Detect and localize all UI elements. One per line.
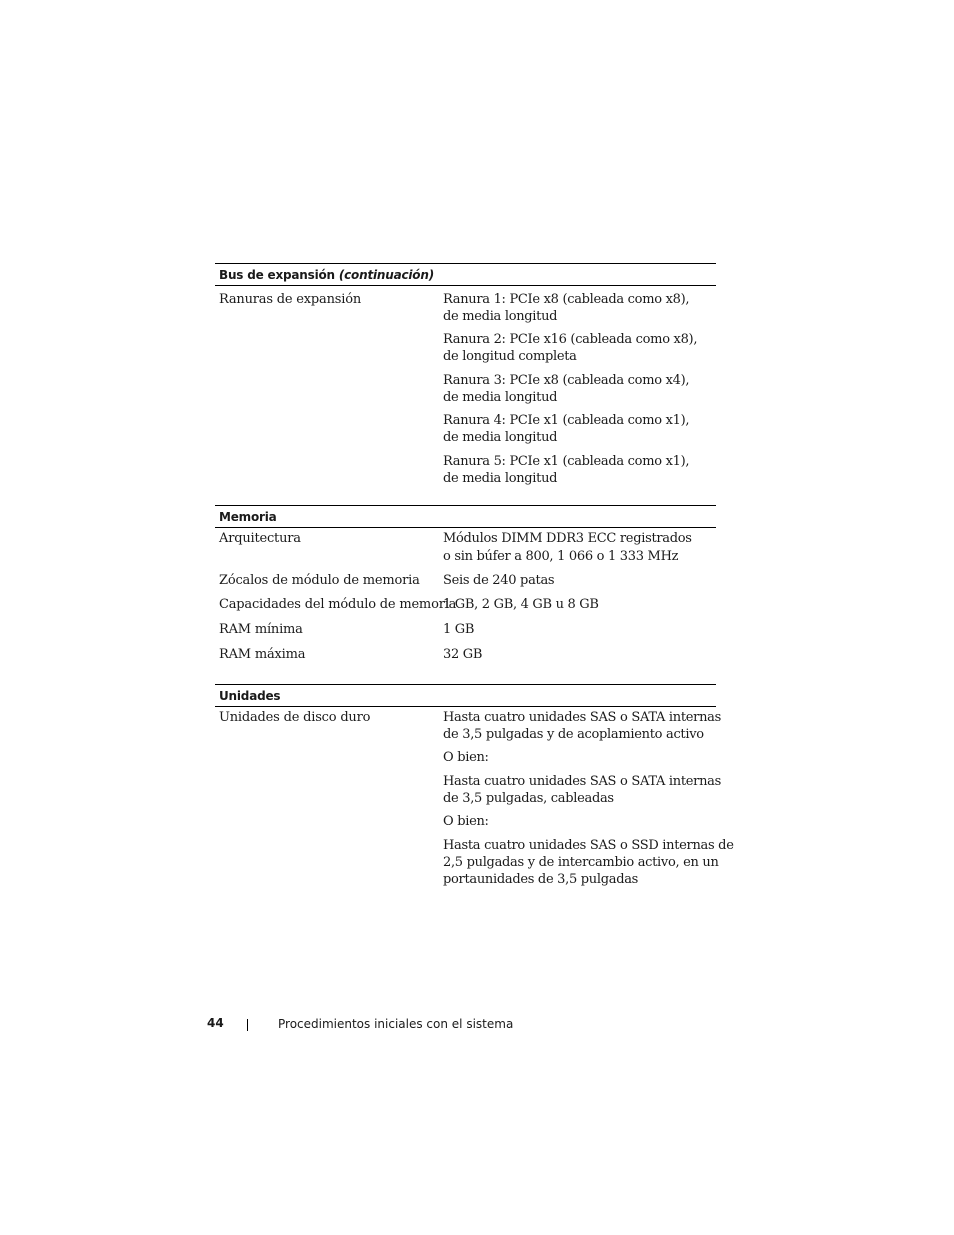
spec-value-slot-2 xyxy=(443,331,716,365)
spec-row-memory-sockets xyxy=(215,572,716,589)
value-line: Hasta cuatro unidades SAS o SATA internas xyxy=(443,774,721,789)
footer-divider xyxy=(247,1019,248,1031)
spec-value-slot-3 xyxy=(443,372,716,406)
value-line: O bien: xyxy=(443,814,489,829)
value-line: de 3,5 pulgadas, cableadas xyxy=(443,791,614,806)
value-line: de 3,5 pulgadas y de acoplamiento activo xyxy=(443,727,704,742)
value-line: de media longitud xyxy=(443,430,558,445)
spec-value-or xyxy=(443,813,716,830)
value-line: de media longitud xyxy=(443,390,558,405)
spec-values xyxy=(443,291,716,487)
footer-title: Procedimientos iniciales con el sistema xyxy=(278,1017,514,1031)
value-line: de media longitud xyxy=(443,471,558,486)
value-line: 2,5 pulgadas y de intercambio activo, en un xyxy=(443,855,719,870)
page-footer xyxy=(0,1016,954,1036)
section-title: Bus de expansión xyxy=(219,268,335,282)
value-line: Hasta cuatro unidades SAS o SATA internas xyxy=(443,710,721,725)
spec-values xyxy=(443,572,716,589)
section-title: Unidades xyxy=(219,689,281,703)
spec-label: Capacidades del módulo de memoria xyxy=(219,597,457,612)
value-line: Módulos DIMM DDR3 ECC registrados xyxy=(443,531,692,546)
section-header xyxy=(215,505,716,528)
spec-label: RAM mínima xyxy=(219,622,303,637)
spec-row-hard-drives xyxy=(215,709,734,888)
spec-value-option-2 xyxy=(443,773,721,807)
spec-value-option-3 xyxy=(443,837,734,888)
value-line: Hasta cuatro unidades SAS o SSD internas de xyxy=(443,838,734,853)
spec-value-slot-5 xyxy=(443,453,716,487)
value-line: Ranura 4: PCIe x1 (cableada como x1), xyxy=(443,413,690,428)
spec-values xyxy=(443,530,716,565)
spec-value-option-1 xyxy=(443,709,721,743)
value-line: Ranura 5: PCIe x1 (cableada como x1), xyxy=(443,454,690,469)
value-line: O bien: xyxy=(443,750,489,765)
spec-label: Ranuras de expansión xyxy=(219,292,361,307)
section-memory xyxy=(215,505,716,684)
spec-row-max-ram xyxy=(215,646,716,663)
spec-values xyxy=(443,596,716,613)
value-line: Ranura 1: PCIe x8 (cableada como x8), xyxy=(443,292,690,307)
spec-label: RAM máxima xyxy=(219,647,306,662)
value-line: 1 GB, 2 GB, 4 GB u 8 GB xyxy=(443,597,599,612)
value-line: de media longitud xyxy=(443,309,558,324)
value-line: 32 GB xyxy=(443,647,483,662)
value-line: portaunidades de 3,5 pulgadas xyxy=(443,872,639,887)
value-line: Seis de 240 patas xyxy=(443,573,555,588)
section-title-continuation: (continuación) xyxy=(338,268,434,282)
spec-row-min-ram xyxy=(215,621,716,638)
spec-label: Unidades de disco duro xyxy=(219,710,371,725)
spec-row-module-capacities xyxy=(215,596,716,613)
spec-label: Zócalos de módulo de memoria xyxy=(219,573,420,588)
spec-values xyxy=(443,621,716,638)
spec-values xyxy=(443,646,716,663)
section-header xyxy=(215,684,716,707)
section-drives xyxy=(215,684,734,888)
spec-values xyxy=(443,709,734,888)
value-line: o sin búfer a 800, 1 066 o 1 333 MHz xyxy=(443,549,679,564)
value-line: 1 GB xyxy=(443,622,475,637)
section-header xyxy=(215,263,716,286)
spec-table xyxy=(215,263,734,888)
section-title: Memoria xyxy=(219,510,277,524)
spec-row-expansion-slots xyxy=(215,291,716,487)
value-line: de longitud completa xyxy=(443,349,577,364)
page-number: 44 xyxy=(207,1016,224,1030)
spec-row-architecture xyxy=(215,530,716,565)
value-line: Ranura 2: PCIe x16 (cableada como x8), xyxy=(443,332,698,347)
spec-label: Arquitectura xyxy=(219,531,301,546)
value-line: Ranura 3: PCIe x8 (cableada como x4), xyxy=(443,373,690,388)
spec-value-slot-1 xyxy=(443,291,716,325)
spec-value-or xyxy=(443,749,716,766)
section-expansion-bus xyxy=(215,263,716,505)
spec-value-slot-4 xyxy=(443,412,716,446)
